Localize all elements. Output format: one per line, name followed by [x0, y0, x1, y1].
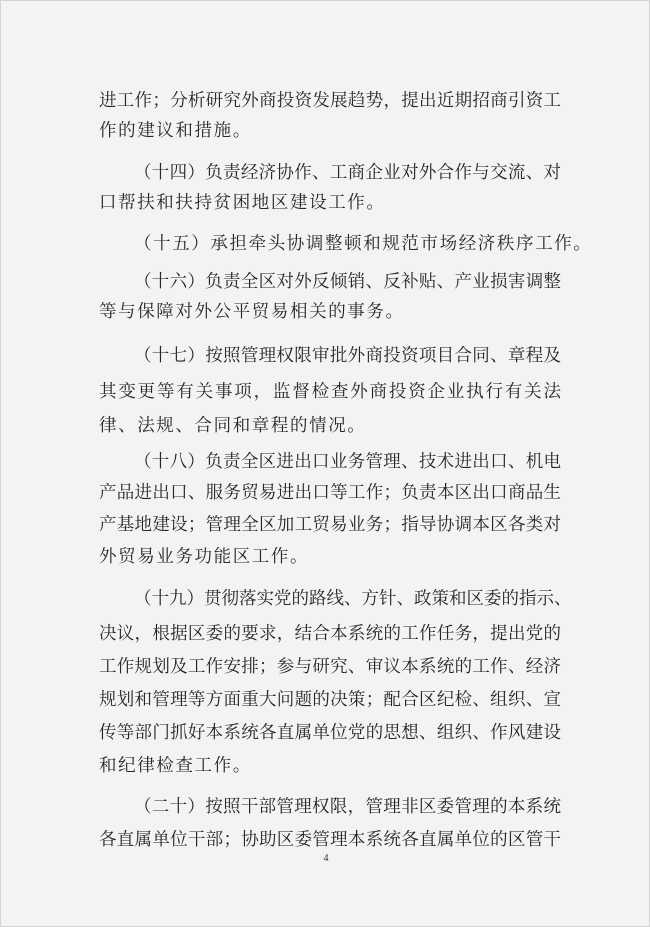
text-line: 作的建议和措施。	[99, 121, 252, 141]
text-line: （十九）贯彻落实党的路线、方针、政策和区委的指示、	[134, 589, 572, 609]
text-line: 工作规划及工作安排；参与研究、审议本系统的工作、经济	[99, 657, 561, 677]
text-line: 产基地建设；管理全区加工贸易业务；指导协调本区各类对	[99, 515, 561, 535]
text-line: 外贸易业务功能区工作。	[99, 547, 310, 567]
page-number: 4	[323, 853, 329, 864]
text-line: （二十）按照干部管理权限，管理非区委管理的本系统	[134, 797, 561, 817]
text-line: （十五）承担牵头协调整顿和规范市场经济秩序工作。	[134, 234, 593, 254]
text-line: （十七）按照管理权限审批外商投资项目合同、章程及	[134, 346, 561, 366]
text-line: 和纪律检查工作。	[99, 756, 252, 776]
text-line: 等与保障对外公平贸易相关的事务。	[99, 302, 405, 322]
text-line: 各直属单位干部；协助区委管理本系统各直属单位的区管干	[99, 830, 561, 850]
text-line: 规划和管理等方面重大问题的决策；配合区纪检、组织、宣	[99, 690, 561, 710]
body-text	[99, 86, 593, 855]
text-line: 产品进出口、服务贸易进出口等工作；负责本区出口商品生	[99, 483, 561, 503]
text-line: 律、法规、合同和章程的情况。	[99, 416, 367, 436]
text-line: 决议，根据区委的要求，结合本系统的工作任务，提出党的	[99, 624, 561, 644]
text-line: 口帮扶和扶持贫困地区建设工作。	[99, 193, 386, 213]
text-line: （十四）负责经济协作、工商企业对外合作与交流、对	[134, 163, 561, 183]
text-line: 进工作；分析研究外商投资发展趋势，提出近期招商引资工	[99, 91, 561, 111]
text-line: 传等部门抓好本系统各直属单位党的思想、组织、作风建设	[99, 723, 561, 743]
text-line: 其变更等有关事项，监督检查外商投资企业执行有关法	[99, 382, 561, 402]
text-line: （十八）负责全区进出口业务管理、技术进出口、机电	[134, 452, 561, 472]
text-line: （十六）负责全区对外反倾销、反补贴、产业损害调整	[134, 272, 561, 292]
